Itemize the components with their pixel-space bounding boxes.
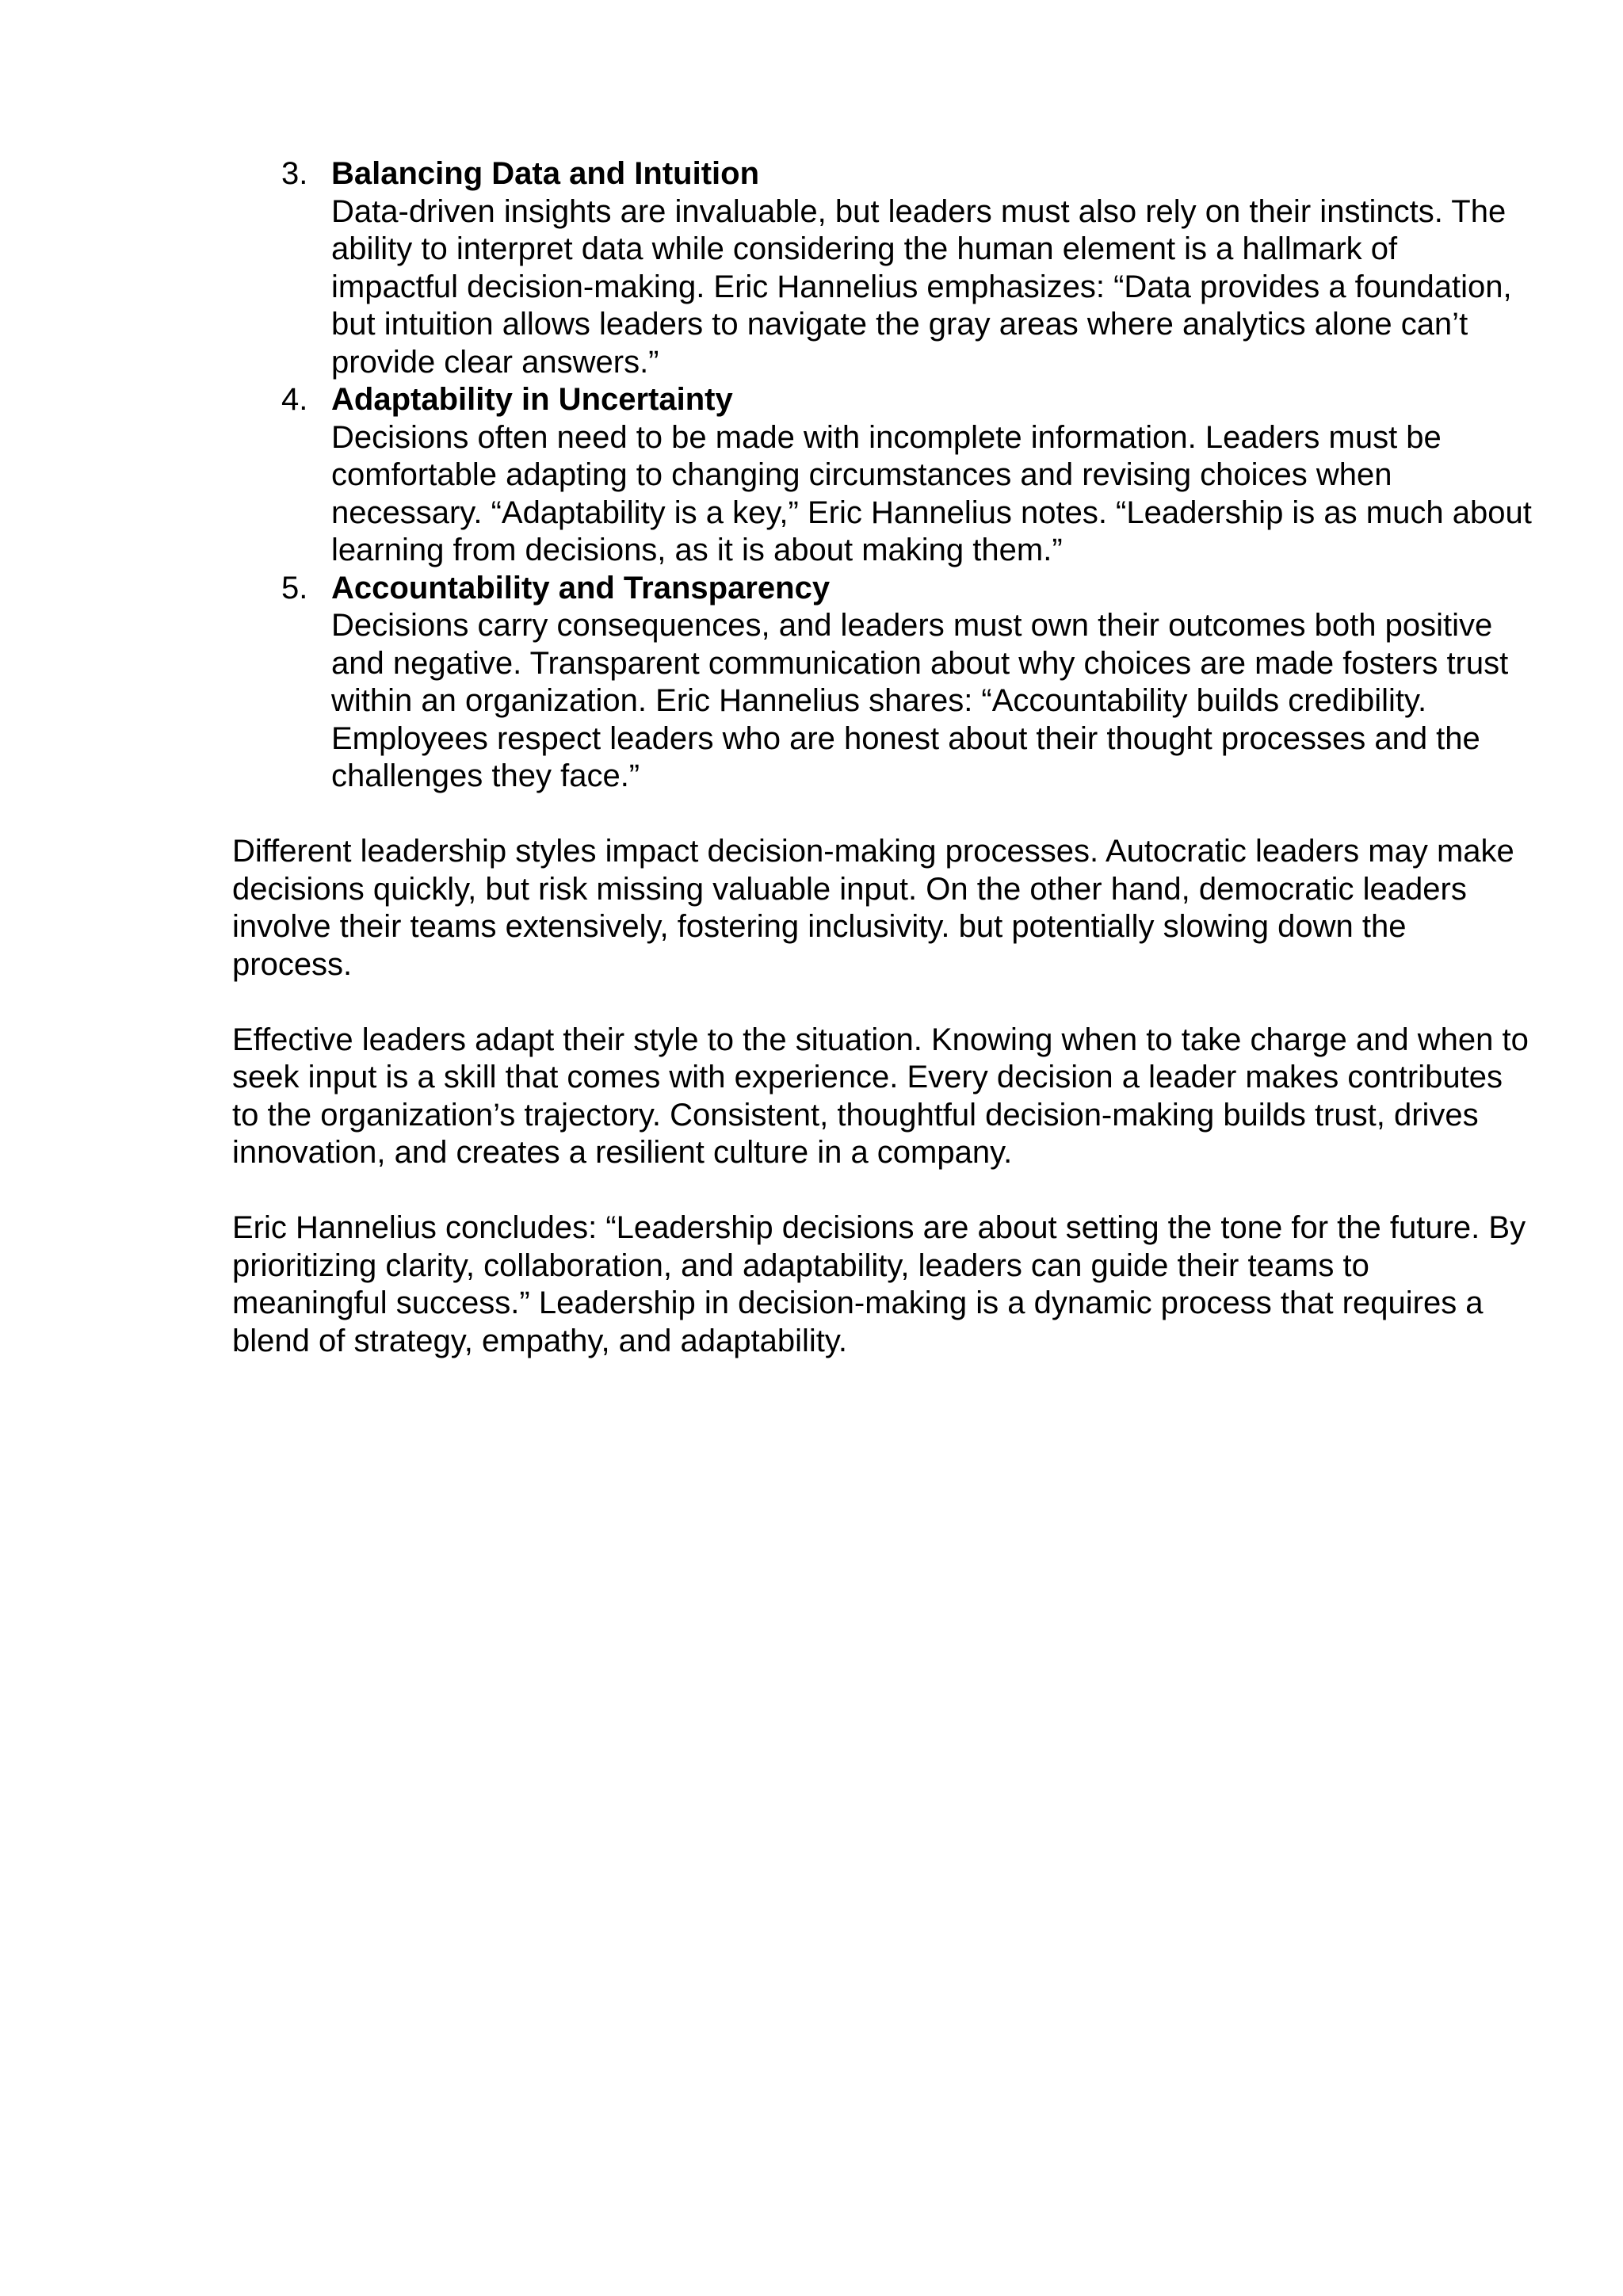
paragraph-conclusion: Eric Hannelius concludes: “Leadership decisions are about setting the tone for the future. By prioritizing clarity, collaboration, and adaptability, leaders can guide their teams to meaningful success.” Leadership in decision-making is a dynamic process that requires a blend of strategy, empathy, and adaptability.: [232, 1210, 1526, 1358]
list-item-body: Decisions carry consequences, and leaders must own their outcomes both positive and negative. Transparent communication about why choices are made fosters trust within an organization. Eric Hannelius shares: “Accountability builds credibility. Employees respect leaders who are honest about their thought processes and the challenges they face.”: [331, 608, 1509, 793]
list-item-body: Data-driven insights are invaluable, but leaders must also rely on their instincts. The ability to interpret data while considering the human element is a hallmark of impactful decision-making. Eric Hannelius emphasizes: “Data provides a foundation, but intuition allows leaders to navigate the gray areas where analytics alone can’t provide clear answers.”: [331, 193, 1512, 380]
paragraph-effective-leaders: Effective leaders adapt their style to the situation. Knowing when to take charge and when to seek input is a skill that comes with experience. Every decision a leader makes contributes to the organization’s trajectory. Consistent, thoughtful decision-making builds trust, drives innovation, and creates a resilient culture in a company.: [232, 1022, 1529, 1170]
list-item: [232, 570, 1532, 796]
list-item: [232, 155, 1532, 381]
paragraph-leadership-styles: Different leadership styles impact decision-making processes. Autocratic leaders may make decisions quickly, but risk missing valuable input. On the other hand, democratic leaders involve their teams extensively, fostering inclusivity. but potentially slowing down the process.: [232, 834, 1514, 982]
list-item: [232, 381, 1532, 570]
list-item-number: 5.: [281, 570, 308, 606]
list-item-title: Adaptability in Uncertainty: [331, 382, 733, 417]
list-item-title: Balancing Data and Intuition: [331, 156, 760, 191]
numbered-list: [232, 155, 1532, 796]
list-item-number: 4.: [281, 382, 308, 417]
list-item-body: Decisions often need to be made with incomplete information. Leaders must be comfortable adapting to changing circumstances and revising choices when necessary. “Adaptability is a key,” Eric Hannelius notes. “Leadership is as much about learning from decisions, as it is about making them.”: [331, 419, 1532, 567]
list-item-title: Accountability and Transparency: [331, 570, 831, 606]
document-body: [232, 155, 1532, 1360]
list-item-number: 3.: [281, 156, 308, 191]
